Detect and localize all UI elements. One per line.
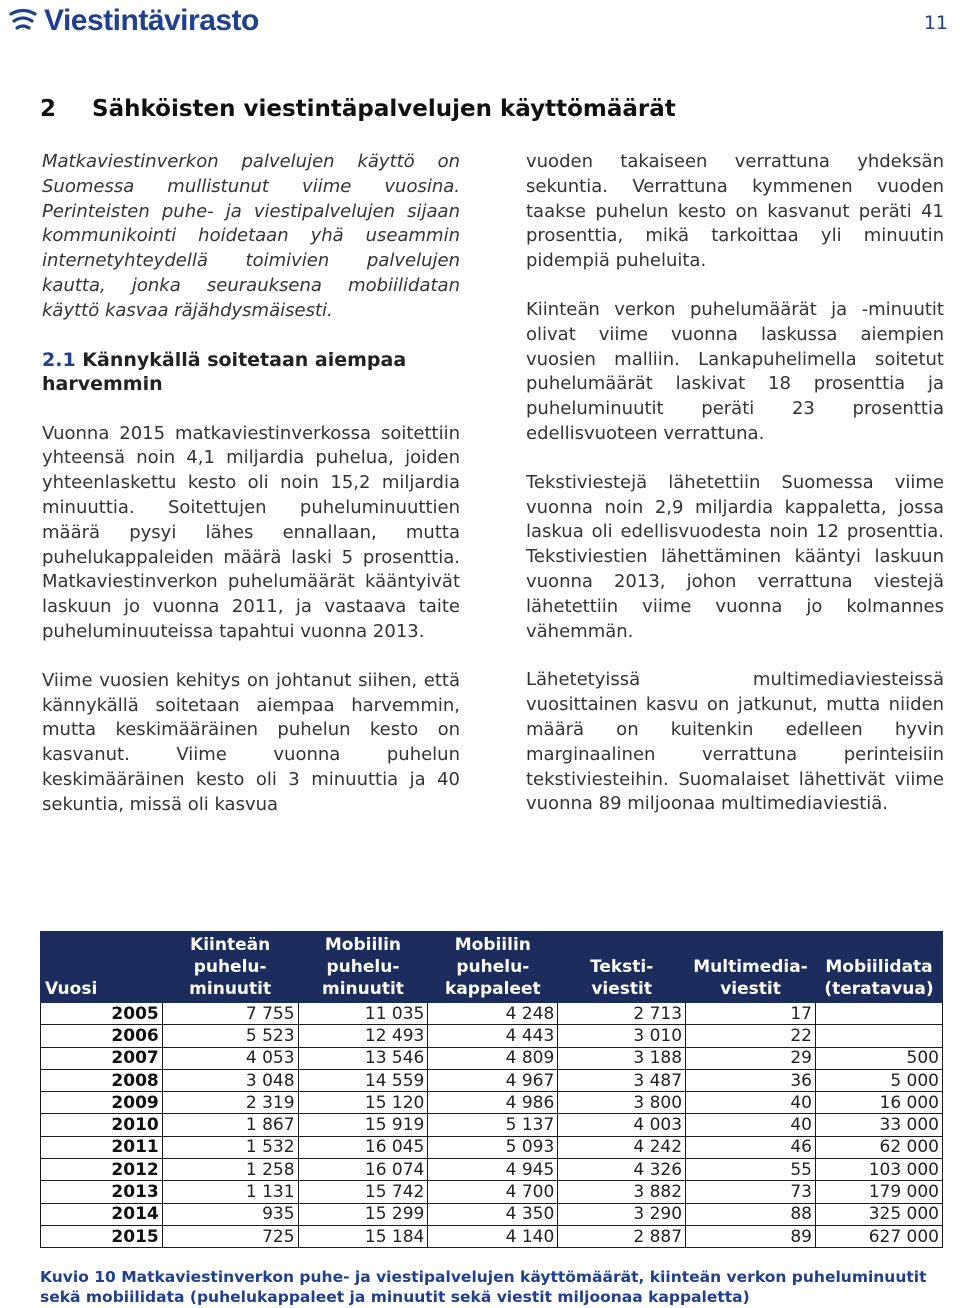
right-column — [526, 150, 944, 841]
body-paragraph: Viime vuosien kehitys on johtanut siihen, että kännykällä soitetaan aiempaa harvemmin, mutta keskimääräinen puhelun kesto on kasvanut. Viime vuonna puhelun keskimääräinen kesto oli 3 minuuttia ja 40 sekuntia, missä oli kasvua — [42, 669, 460, 815]
table-cell: 15 919 — [298, 1114, 428, 1136]
table-cell: 7 755 — [162, 1003, 298, 1025]
table-header-text: kappaleet — [445, 979, 541, 999]
table-cell: 3 188 — [558, 1047, 686, 1069]
table-cell: 33 000 — [816, 1114, 943, 1136]
table-row — [41, 1225, 943, 1247]
table-cell: 4 700 — [428, 1181, 558, 1203]
table-year-cell: 2008 — [41, 1069, 163, 1091]
table-year-cell: 2009 — [41, 1092, 163, 1114]
table-cell: 500 — [816, 1047, 943, 1069]
table-header-text: Vuosi — [45, 979, 98, 999]
table-cell: 4 986 — [428, 1092, 558, 1114]
table-header-text: Mobiilin — [454, 935, 531, 955]
table-cell: 5 000 — [816, 1069, 943, 1091]
usage-table-wrapper — [40, 931, 943, 1248]
table-cell: 4 350 — [428, 1203, 558, 1225]
table-cell: 12 493 — [298, 1025, 428, 1047]
left-column — [42, 150, 460, 842]
table-cell: 2 887 — [558, 1225, 686, 1247]
table-cell: 935 — [162, 1203, 298, 1225]
table-row — [41, 1003, 943, 1025]
table-cell: 15 742 — [298, 1181, 428, 1203]
table-body — [41, 1003, 943, 1248]
table-cell: 2 713 — [558, 1003, 686, 1025]
table-cell: 16 000 — [816, 1092, 943, 1114]
table-cell: 325 000 — [816, 1203, 943, 1225]
body-paragraph: vuoden takaiseen verrattuna yhdeksän sekuntia. Verrattuna kymmenen vuoden taakse puhelun kesto on kasvanut peräti 41 prosenttia, mikä tarkoittaa yli minuutin pidempiä puheluita. — [526, 151, 944, 272]
table-row — [41, 1025, 943, 1047]
table-header-text: viestit — [591, 979, 652, 999]
logo-text: Viestintävirasto — [44, 4, 259, 37]
table-cell: 55 — [686, 1159, 816, 1181]
table-cell: 4 140 — [428, 1225, 558, 1247]
body-paragraph: Lähetetyissä multimediaviesteissä vuosittainen kasvu on jatkunut, mutta niiden määrä on kuitenkin edelleen hyvin marginaalinen verrattuna perinteisiin tekstiviesteihin. Suomalaiset lähettivät viime vuonna 89 miljoonaa multimediaviestiä. — [526, 669, 944, 815]
table-cell: 40 — [686, 1092, 816, 1114]
table-cell: 1 532 — [162, 1136, 298, 1158]
table-header-text: Teksti- — [589, 957, 654, 977]
table-cell: 4 945 — [428, 1159, 558, 1181]
table-cell: 15 120 — [298, 1092, 428, 1114]
table-year-cell: 2005 — [41, 1003, 163, 1025]
table-cell: 2 319 — [162, 1092, 298, 1114]
table-cell: 4 003 — [558, 1114, 686, 1136]
table-header-text: Mobiilin — [324, 935, 402, 955]
table-cell: 4 809 — [428, 1047, 558, 1069]
table-year-cell: 2012 — [41, 1159, 163, 1181]
table-cell: 4 053 — [162, 1047, 298, 1069]
table-row — [41, 1159, 943, 1181]
table-header-text: viestit — [720, 979, 781, 999]
table-cell: 15 299 — [298, 1203, 428, 1225]
table-row — [41, 1092, 943, 1114]
table-header-text: (teratavua) — [824, 979, 934, 999]
table-cell: 11 035 — [298, 1003, 428, 1025]
table-cell: 1 258 — [162, 1159, 298, 1181]
table-header-row — [41, 932, 943, 1003]
table-header-text: minuutit — [321, 979, 404, 999]
table-header-text: minuutit — [189, 979, 272, 999]
table-year-cell: 2015 — [41, 1225, 163, 1247]
table-header-text: puhelu- — [326, 957, 400, 977]
figure-caption: Kuvio 10 Matkaviestinverkon puhe- ja viestipalvelujen käyttömäärät, kiinteän verkon puheluminuutit sekä mobiilidata (puhelukappaleet ja minuutit sekä viestit miljoonaa kappaletta) — [40, 1268, 927, 1306]
table-row — [41, 1047, 943, 1069]
table-header-text: Multimedia- — [693, 957, 808, 977]
table-cell: 5 523 — [162, 1025, 298, 1047]
table-row — [41, 1114, 943, 1136]
table-header-text: Mobiilidata — [825, 957, 933, 977]
table-cell: 3 882 — [558, 1181, 686, 1203]
table-cell: 103 000 — [816, 1159, 943, 1181]
table-year-cell: 2013 — [41, 1181, 163, 1203]
table-cell: 179 000 — [816, 1181, 943, 1203]
table-year-cell: 2007 — [41, 1047, 163, 1069]
table-cell: 3 010 — [558, 1025, 686, 1047]
body-paragraph: Tekstiviestejä lähetettiin Suomessa viime vuonna noin 2,9 miljardia kappaletta, jossa laskua oli edellisvuodesta noin 12 prosenttia. Tekstiviestien lähettäminen kääntyi laskuun vuonna 2013, johon verrattuna viestejä lähetettiin viime vuonna jo kolmannes vähemmän. — [526, 471, 944, 642]
table-cell: 15 184 — [298, 1225, 428, 1247]
table-year-cell: 2006 — [41, 1025, 163, 1047]
table-cell: 13 546 — [298, 1047, 428, 1069]
table-cell: 4 326 — [558, 1159, 686, 1181]
table-cell: 3 048 — [162, 1069, 298, 1091]
table-cell: 16 045 — [298, 1136, 428, 1158]
table-cell: 3 487 — [558, 1069, 686, 1091]
table-cell: 46 — [686, 1136, 816, 1158]
table-cell: 1 131 — [162, 1181, 298, 1203]
table-cell: 14 559 — [298, 1069, 428, 1091]
table-cell: 17 — [686, 1003, 816, 1025]
section-title — [40, 96, 676, 122]
table-cell: 1 867 — [162, 1114, 298, 1136]
table-cell: 4 248 — [428, 1003, 558, 1025]
table-cell — [816, 1025, 943, 1047]
lead-paragraph: Matkaviestinverkon palvelujen käyttö on Suomessa mullistunut viime vuosina. Perinteisten puhe- ja viestipalvelujen sijaan kommunikointi hoidetaan yhä useammin internetyhteydellä toimivien palvelujen kautta, jonka seurauksena mobiilidatan käyttö kasvaa räjähdysmäisesti. — [42, 151, 460, 321]
table-header-cell — [686, 932, 816, 1003]
table-cell: 22 — [686, 1025, 816, 1047]
table-cell: 88 — [686, 1203, 816, 1225]
table-cell — [816, 1003, 943, 1025]
table-header-cell — [428, 932, 558, 1003]
table-cell: 3 290 — [558, 1203, 686, 1225]
subsection-title-text: Kännykällä soitetaan aiempaa harvemmin — [42, 348, 407, 395]
table-header-text: puhelu- — [193, 957, 267, 977]
logo — [8, 0, 259, 42]
logo-waves-icon — [8, 6, 38, 36]
table-row — [41, 1136, 943, 1158]
table-row — [41, 1203, 943, 1225]
table-header-cell — [162, 932, 298, 1003]
table-header-cell — [816, 932, 943, 1003]
subsection-title — [42, 348, 460, 396]
table-header-cell — [298, 932, 428, 1003]
table-cell: 40 — [686, 1114, 816, 1136]
table-cell: 627 000 — [816, 1225, 943, 1247]
table-year-cell: 2010 — [41, 1114, 163, 1136]
table-cell: 16 074 — [298, 1159, 428, 1181]
table-cell: 4 967 — [428, 1069, 558, 1091]
table-cell: 73 — [686, 1181, 816, 1203]
section-number: 2 — [40, 96, 57, 122]
body-paragraph: Kiinteän verkon puhelumäärät ja -minuutit olivat viime vuonna laskussa aiempien vuosien malliin. Lankapuhelimella soitetut puhelumäärät laskivat 18 prosenttia ja puheluminuutit peräti 23 prosenttia edellisvuoteen verrattuna. — [526, 298, 944, 444]
table-cell: 36 — [686, 1069, 816, 1091]
body-paragraph: Vuonna 2015 matkaviestinverkossa soitettiin yhteensä noin 4,1 miljardia puhelua, joiden yhteenlaskettu kesto oli noin 15,2 miljardia minuuttia. Soitettujen puheluminuuttien määrä pysyi lähes ennallaan, mutta puhelukappaleiden määrä laski 5 prosenttia. Matkaviestinverkon puhelumäärät kääntyivät laskuun jo vuonna 2011, ja vastaava taite puheluminuuteissa tapahtui vuonna 2013. — [42, 422, 460, 642]
table-cell: 62 000 — [816, 1136, 943, 1158]
table-cell: 5 137 — [428, 1114, 558, 1136]
table-row — [41, 1069, 943, 1091]
table-cell: 3 800 — [558, 1092, 686, 1114]
table-cell: 4 443 — [428, 1025, 558, 1047]
subsection-number: 2.1 — [42, 348, 76, 371]
usage-table — [40, 931, 943, 1248]
table-cell: 89 — [686, 1225, 816, 1247]
table-cell: 5 093 — [428, 1136, 558, 1158]
table-row — [41, 1181, 943, 1203]
table-header-cell — [558, 932, 686, 1003]
table-header-text: Kiinteän — [190, 935, 271, 955]
page-number: 11 — [923, 12, 948, 34]
table-header-cell — [41, 932, 163, 1003]
section-title-text: Sähköisten viestintäpalvelujen käyttömäärät — [92, 96, 676, 122]
table-header-text: puhelu- — [456, 957, 530, 977]
table-cell: 725 — [162, 1225, 298, 1247]
table-cell: 4 242 — [558, 1136, 686, 1158]
table-year-cell: 2014 — [41, 1203, 163, 1225]
table-cell: 29 — [686, 1047, 816, 1069]
table-year-cell: 2011 — [41, 1136, 163, 1158]
